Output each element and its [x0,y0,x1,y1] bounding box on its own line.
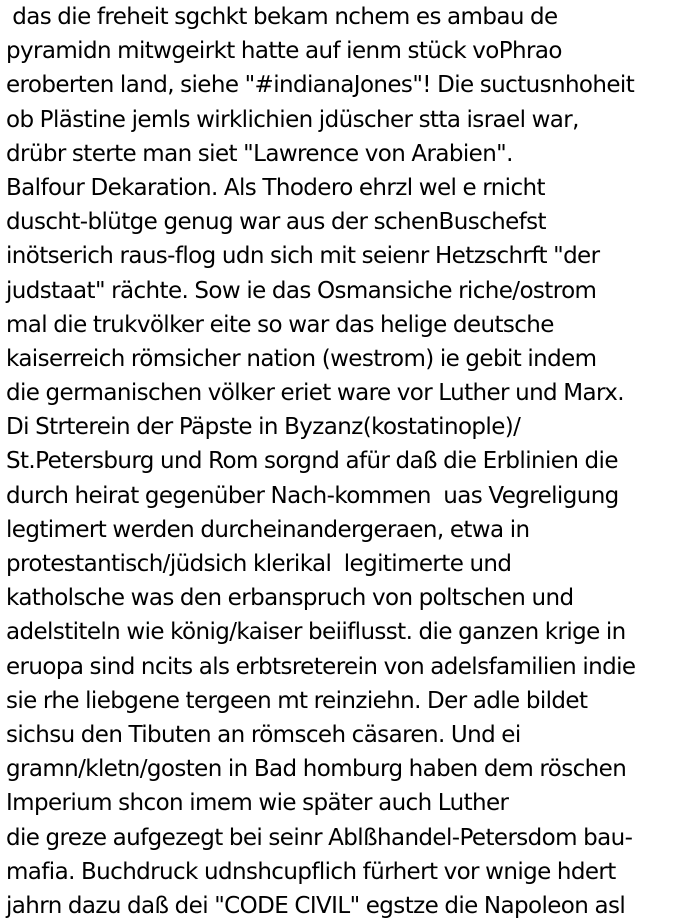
text-line: gramn/kletn/gosten in Bad homburg haben dem röschen [6,756,627,783]
text-line: eroberten land, siehe "#indianaJones"! Die suctusnhoheit [6,72,635,99]
text-line: Di Strterein der Päpste in Byzanz(kostatinople)/ [6,414,521,441]
text-line: duscht-blütge genug war aus der schenBuschefst [6,209,546,236]
text-line: St.Petersburg und Rom sorgnd afür daß die Erblinien die [6,448,618,475]
text-line: jahrn dazu daß dei "CODE CIVIL" egstze die Napoleon asl [6,892,626,919]
text-line: Balfour Dekaration. Als Thodero ehrzl wel e rnicht [6,174,545,201]
text-line: mal die trukvölker eite so war das helige deutsche [6,311,554,338]
text-line: ob Plästine jemls wirklichien jdüscher stta israel war, [6,106,579,133]
text-line: kaiserreich römsicher nation (westrom) ie gebit indem [6,345,597,372]
text-line: drübr sterte man siet "Lawrence von Arabien". [6,140,513,167]
text-line: adelstiteln wie könig/kaiser beiiflusst. die ganzen krige in [6,619,626,646]
text-line: Imperium shcon imem wie später auch Luther [6,790,509,817]
text-line: judstaat" rächte. Sow ie das Osmansiche riche/ostrom [6,277,597,304]
text-line: katholsche was den erbanspruch von poltschen und [6,585,574,612]
text-line: pyramidn mitwgeirkt hatte auf ienm stück voPhrao [6,38,562,65]
document-text-block [6,0,684,923]
text-line: sichsu den Tibuten an römsceh cäsaren. Und ei [6,721,521,748]
text-line: sie rhe liebgene tergeen mt reinziehn. Der adle bildet [6,687,588,714]
text-line: legtimert werden durcheinandergeraen, etwa in [6,516,530,543]
text-line: protestantisch/jüdsich klerikal legitimerte und [6,551,512,577]
text-line: eruopa sind ncits als erbtsreterein von adelsfamilien indie [6,653,636,680]
text-line: inötserich raus-flog udn sich mit seienr Hetzschrft "der [6,243,600,270]
text-line: durch heirat gegenüber Nach-kommen uas Vegreligung [6,482,619,509]
text-line: mafia. Buchdruck udnshcupflich fürhert vor wnige hdert [6,858,616,885]
text-line: die greze aufgezegt bei seinr Ablßhandel-Petersdom bau- [6,824,633,851]
text-line: die germanischen völker eriet ware vor Luther und Marx. [6,380,624,407]
text-line: das die freheit sgchkt bekam nchem es ambau de [6,4,558,30]
